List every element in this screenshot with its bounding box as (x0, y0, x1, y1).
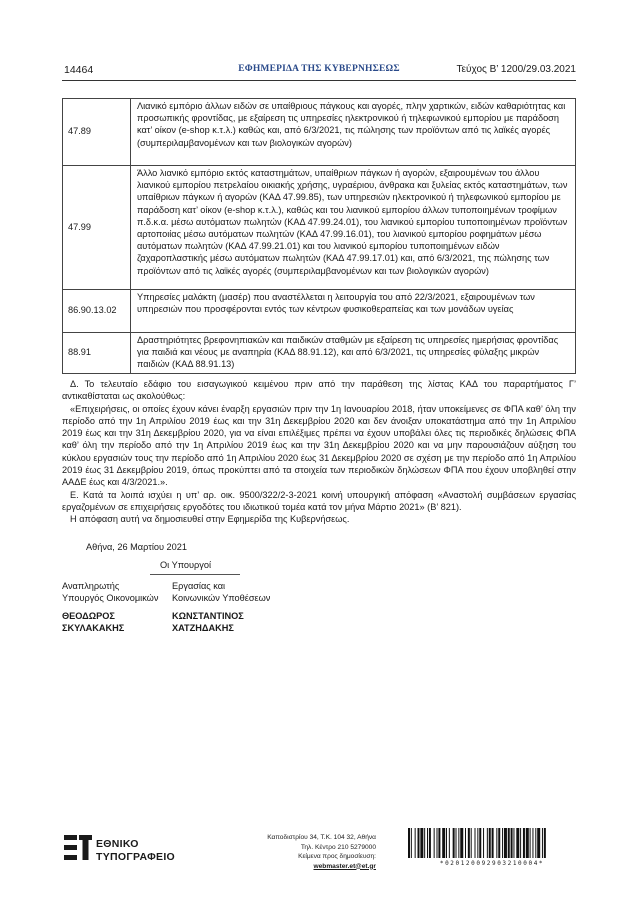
barcode-bar (460, 828, 463, 858)
barcode-bar (508, 828, 510, 858)
page-number: 14464 (64, 64, 94, 76)
barcode-bar (479, 828, 481, 858)
paragraph-quote: «Επιχειρήσεις, οι οποίες έχουν κάνει έναρξη εργασιών πριν την 1η Ιανουαρίου 2018, ήταν υποκείμενες σε ΦΠΑ καθ’ όλη την περίοδο από την 1η Απριλίου 2019 έως και την 31η Δεκεμβρίου 2020 και δεν άνοιξαν υποκατάστημα από την 1η Απριλίου 2019 έως και την 31η Δεκεμβρίου 2020, για να είναι επιλέξιμες πρέπει να έχουν υποβάλει όλες τις περιοδικές δηλώσεις ΦΠΑ καθ’ όλη την περίοδο από την 1η Απριλίου 2019 έως και την 31η Δεκεμβρίου 2020 και να μην παρουσιάζουν αύξηση του κύκλου εργασιών τους την περίοδο από 1η Απριλίου 2020 έως 31 Δεκεμβρίου 2020 σε σχέση με την περίοδο από 1η Απριλίου 2019 έως 31 Δεκεμβρίου 2019, όπως προκύπτει από τα στοιχεία των περιοδικών δηλώσεων ΦΠΑ που έχουν υποβληθεί στην ΑΑΔΕ έως και 4/3/2021.». (62, 403, 576, 488)
barcode-bar (496, 828, 497, 858)
barcode-bar (487, 828, 488, 858)
kad-description: Υπηρεσίες μαλάκτη (μασέρ) που αναστέλλεται η λειτουργία του από 22/3/2021, εξαιρουμένων των υπηρεσιών που προσφέρονται εντός των κέντρων φυσικοθεραπείας και των μονάδων υγείας (131, 290, 576, 333)
paragraph-d: Δ. Το τελευταίο εδάφιο του εισαγωγικού κειμένου πριν από την παράθεση της λίστας ΚΑΔ του παραρτήματος Γ’ αντικαθίσταται ως ακολούθως: (62, 379, 576, 402)
header-divider (62, 80, 576, 81)
signatory-right (172, 580, 270, 634)
barcode-bar (526, 828, 529, 858)
barcode-bar (504, 828, 507, 858)
place-date: Αθήνα, 26 Μαρτίου 2021 (86, 542, 187, 552)
signatory-title: Αναπληρωτής (62, 581, 120, 591)
barcode-bar (429, 828, 431, 858)
barcode-bar (434, 828, 435, 858)
table-row (63, 166, 576, 290)
kad-description: Λιανικό εμπόριο άλλων ειδών σε υπαίθριους πάγκους και αγορές, πλην χαρτικών, ειδών καθαριότητας και προσωπικής φροντίδας, με εξαίρεση τις υπηρεσίες ηλεκτρονικού ή τηλεφωνικού εμπορίου με παράδοση κατ’ οίκον (e-shop κ.τ.λ.) καθώς και, από 6/3/2021, τις πώλησης των προϊόντων από τις λαϊκές αγορές (συμπεριλαμβανομένων και των βιολογικών αγορών) (131, 99, 576, 166)
submission-label: Κείμενα προς δημοσίευση: (298, 853, 376, 860)
barcode-bar (532, 828, 533, 858)
et-logo-icon (64, 835, 92, 861)
barcode-bar (449, 828, 450, 858)
barcode-bar (437, 828, 438, 858)
barcode-bar (483, 828, 484, 858)
barcode-bar (468, 828, 470, 858)
barcode-bar (456, 828, 457, 858)
logo-line: ΕΘΝΙΚΟ (96, 838, 139, 850)
signatory-name: ΣΚΥΛΑΚΑΚΗΣ (62, 622, 125, 633)
logo-line: ΤΥΠΟΓΡΑΦΕΙΟ (96, 851, 176, 863)
barcode-bar (420, 828, 423, 858)
barcode-bar (535, 828, 536, 858)
barcode-bar (498, 828, 500, 858)
barcode-bar (520, 828, 521, 858)
footer-contact (236, 833, 376, 871)
barcode-bar (542, 828, 543, 858)
signatory-title: Εργασίας και (172, 581, 226, 591)
barcode-number: *02012009290321000​4* (439, 860, 545, 867)
kad-description: Άλλο λιανικό εμπόριο εκτός καταστημάτων, υπαίθριων πάγκων ή αγορών, εξαιρουμένων του άλλου λιανικού εμπορίου πετρελαίου οικιακής χρήσης, υγραέριου, άνθρακα και ξυλείας εκτός καταστημάτων, των υπαίθριων πάγκων ή αγορών (ΚΑΔ 47.99.85), των υπηρεσιών ηλεκτρονικού ή τηλεφωνικού εμπορίου με παράδοση κατ’ οίκον (e-shop κ.τ.λ.), καθώς και του λιανικού εμπορίου άλλων τυποποιημένων τροφίμων π.δ.κ.α. μέσω αυτόματων πωλητών (ΚΑΔ 47.99.24.01), του λιανικού εμπορίου τυποποιημένων προϊόντων αρτοποιίας μέσω αυτόματων πωλητών (ΚΑΔ 47.99.16.01), του λιανικού εμπορίου ροφημάτων μέσω αυτόματων πωλητών (ΚΑΔ 47.99.21.01) και του λιανικού εμπορίου τυποποιημένων ειδών ζαχαροπλαστικής μέσω αυτόματων πωλητών (ΚΑΔ 47.99.17.01) και, από 6/3/2021, της πώλησης των προϊόντων από τις λαϊκές αγορές (συμπεριλαμβανομένων και των βιολογικών αγορών) (131, 166, 576, 290)
paragraph-publication: Η απόφαση αυτή να δημοσιευθεί στην Εφημερίδα της Κυβερνήσεως. (70, 514, 350, 525)
email-link[interactable]: webmaster.et@et.gr (313, 862, 376, 870)
kad-code: 88.91 (63, 333, 131, 374)
barcode-bar (537, 828, 540, 858)
kad-description: Δραστηριότητες βρεφονηπιακών και παιδικών σταθμών με εξαίρεση τις υπηρεσίες ημερήσιας φροντίδας για παιδιά και νέους με αναπηρία (ΚΑΔ 88.91.12), και από 6/3/2021, τις υπηρεσίες φύλαξης μικρών παιδιών (ΚΑΔ 88.91.13) (131, 333, 576, 374)
barcode-bar (523, 828, 525, 858)
kad-code: 47.99 (63, 166, 131, 290)
footer-submission (236, 852, 376, 871)
signatory-left (62, 580, 158, 634)
signatory-title: Υπουργός Οικονομικών (62, 593, 159, 604)
table-row (63, 99, 576, 166)
body-text (62, 378, 576, 526)
footer-phone: Τηλ. Κέντρο 210 5279000 (300, 843, 376, 851)
barcode-bar (544, 828, 546, 858)
kad-table (62, 98, 576, 374)
barcode-bar (424, 828, 425, 858)
barcode-bar (492, 828, 494, 858)
barcode-bar (477, 828, 478, 858)
barcode-bar (475, 828, 476, 858)
table-row (63, 290, 576, 333)
barcode-bar (513, 828, 514, 858)
barcode-bar (415, 828, 416, 858)
gazette-title: ΕΦΗΜΕΡΙΔΑ ΤΗΣ ΚΥΒΕΡΝΗΣΕΩΣ (238, 64, 400, 74)
issue-info: Τεύχος Β’ 1200/29.03.2021 (456, 64, 576, 75)
signatory-title: Κοινωνικών Υποθέσεων (172, 593, 271, 604)
barcode-bar (458, 828, 459, 858)
barcode-bar (453, 828, 455, 858)
barcode-bar (530, 828, 531, 858)
kad-code: 86.90.13.02 (63, 290, 131, 333)
barcode-bar (502, 828, 503, 858)
barcode-bar (442, 828, 445, 858)
barcode-bar (446, 828, 447, 858)
barcode-bar (516, 828, 519, 858)
barcode-bar (471, 828, 472, 858)
signatory-name: ΚΩΝΣΤΑΝΤΙΝΟΣ (172, 610, 244, 621)
barcode-bar (511, 828, 513, 858)
barcode-bar (418, 828, 420, 858)
barcode-bar (427, 828, 428, 858)
signature-divider (150, 574, 240, 575)
ministers-heading: Οι Υπουργοί (160, 560, 212, 570)
table-row (63, 333, 576, 374)
barcode-bar (489, 828, 491, 858)
signatory-name: ΧΑΤΖΗΔΑΚΗΣ (172, 622, 234, 633)
logo-text (96, 838, 175, 864)
barcode-bar (465, 828, 466, 858)
signatory-name: ΘΕΟΔΩΡΟΣ (62, 610, 115, 621)
barcode-bar (408, 828, 410, 858)
barcode-bar (438, 828, 440, 858)
barcode-bar (411, 828, 412, 858)
paragraph-e: Ε. Κατά τα λοιπά ισχύει η υπ’ αρ. οικ. 9500/322/2-3-2021 κοινή υπουργική απόφαση «Αναστολή συμβάσεων εργασίας εργαζομένων σε επιχειρήσεις εργοδότες του ιδιωτικού τομέα κατά τον μήνα Μάρτιο 2021» (Β’ 821). (62, 489, 576, 512)
footer-address: Καποδιστρίου 34, Τ.Κ. 104 32, Αθήνα (267, 834, 376, 841)
kad-code: 47.89 (63, 99, 131, 166)
barcode (408, 828, 576, 858)
